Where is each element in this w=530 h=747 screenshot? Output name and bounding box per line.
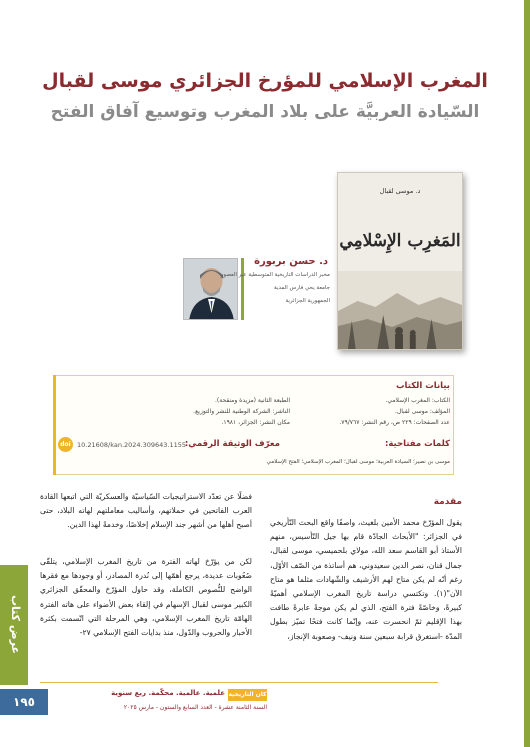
author-name: د. حسن بربورة (254, 256, 328, 267)
book-info-accent (53, 375, 56, 475)
book-info-line: عدد الصفحات: ٢٢٩ ص، رقم النشر: ٧٩/٧٦٧. (339, 419, 450, 426)
book-info-line: مكان النشر: الجزائر، ١٩٨١. (221, 419, 290, 426)
article-title: المغرب الإسلامي للمؤرخ الجزائري موسى لقبال (42, 70, 488, 92)
section-side-tab-label: عرض كتاب (9, 595, 22, 655)
doi-icon: doi (58, 437, 73, 452)
author-accent-bar (241, 258, 244, 320)
book-info-line: الكتاب: المغرب الإسلامي. (385, 397, 450, 404)
book-info-heading: بيانات الكتاب (396, 381, 450, 391)
cover-author: د. موسى لقبال (379, 187, 421, 195)
right-border-stripe (524, 0, 530, 747)
author-affiliation-line: مخبر الدراسات التاريخية المتوسطية عبر العصور (220, 272, 330, 278)
cover-illustration (338, 271, 462, 349)
issue-info: السنة الثامنة عشرة - العدد السابع والستون - مارس ٢٠٢٥ (123, 704, 267, 711)
book-info-line: المؤلف: موسى لقبال. (394, 408, 450, 415)
right-text-column: يقول المؤرّخ محمد الأمين بلغيث، واصفًا واقع البحث التّأريخي في الجزائر: "الأبحاث الجادّة قام بها جيل التّأسيس، منهم الأستاذ أبو القاسم سعد الله، مولاي بلحميسي، موسى لقبال، جمال قنان، نصر الدين سعيدوني، هم أساتذة من الصّف الأوّل، رغم أنّه لم يكن متاح لهم الأرشيف والشّهادات مثلما هو متاح الآن"(١). وتكتسي دراسة تاريخ المغرب الإسلامي أهميّةً كبيرةً، وخاصّةً فترة الفتح، الذي لم يكن موجةً عابرةً طافت بهذا الإقليم ثمّ انحسرت عنه، وإنّما كانت فتحًا تميّز بطول المدّة -استغرق قرابة سبعين سنة ونيف- وصعوبة الإنجاز، (270, 518, 462, 641)
intro-heading: مقدمة (433, 497, 462, 507)
publication-tag: كان التاريخية (228, 689, 267, 701)
cover-title: المَغرِب الإِسْلامِي (339, 231, 461, 251)
doi-link[interactable]: 10.21608/kan.2024.309643.1155 (77, 441, 187, 449)
left-text-paragraph-2: لكن من يؤرّخ لهاته الفترة من تاريخ المغرب الإسلامي، يتلقّى صُعُوبات عديدة، يرجع أهمّها إلى نُدرة المصادر، أو وجودها مع فقرها الواضح للنُّصوص الكاملة، وقد حاول المؤرّخ والمحقّق الجزائري الكبير موسى لقبال الإسهام في إلقاء بعض الأضواء على هاته الفترة الهامّة تاريخ المغرب الإسلامي، وهي المرحلة التي اتّسمت بكثرة الأخبار والحروب والدّول، منذ بدايات الفتح الإسلامي ٢٧- (40, 557, 252, 638)
keywords-list: موسى بن نصير؛ السيادة العربية؛ موسى لقبال؛ المغرب الإسلامي؛ الفتح الإسلامي (266, 459, 450, 465)
left-text-paragraph-1: فضلًا عن تعدّد الاستراتيجيات السّياسيّة والعسكريّة التي اتبعها القادة العرب الفاتحين في حملاتهم، وأساليب معاملتهم لهاته البلاد، حتى أصبح أهلها من أشهر جند الإسلام إخلاصًا، وخدمةً لهذا الدين. (40, 492, 252, 530)
doi-heading: معرّف الوثيقة الرقمي: (184, 439, 280, 449)
journal-slogan: علمية. عالمية. محكّمة. ربع سنوية (111, 689, 225, 697)
author-affiliation-line: جامعة يحي فارس المدية (274, 285, 330, 291)
page-number: ١٩٥ (0, 689, 48, 715)
book-cover-image (337, 172, 463, 350)
book-info-line: الناشر: الشركة الوطنية للنشر والتوزيع. (193, 408, 290, 415)
article-subtitle: السّيادة العربيَّة على بلاد المغرب وتوسيع آفاق الفتح (50, 102, 480, 122)
author-affiliation-line: الجمهورية الجزائرية (285, 298, 330, 304)
footer-rule (40, 682, 438, 683)
book-info-line: الطبعة الثانية (مزيدة ومنقحة). (214, 397, 290, 404)
author-photo (183, 258, 238, 320)
keywords-heading: كلمات مفتاحية: (385, 439, 450, 449)
